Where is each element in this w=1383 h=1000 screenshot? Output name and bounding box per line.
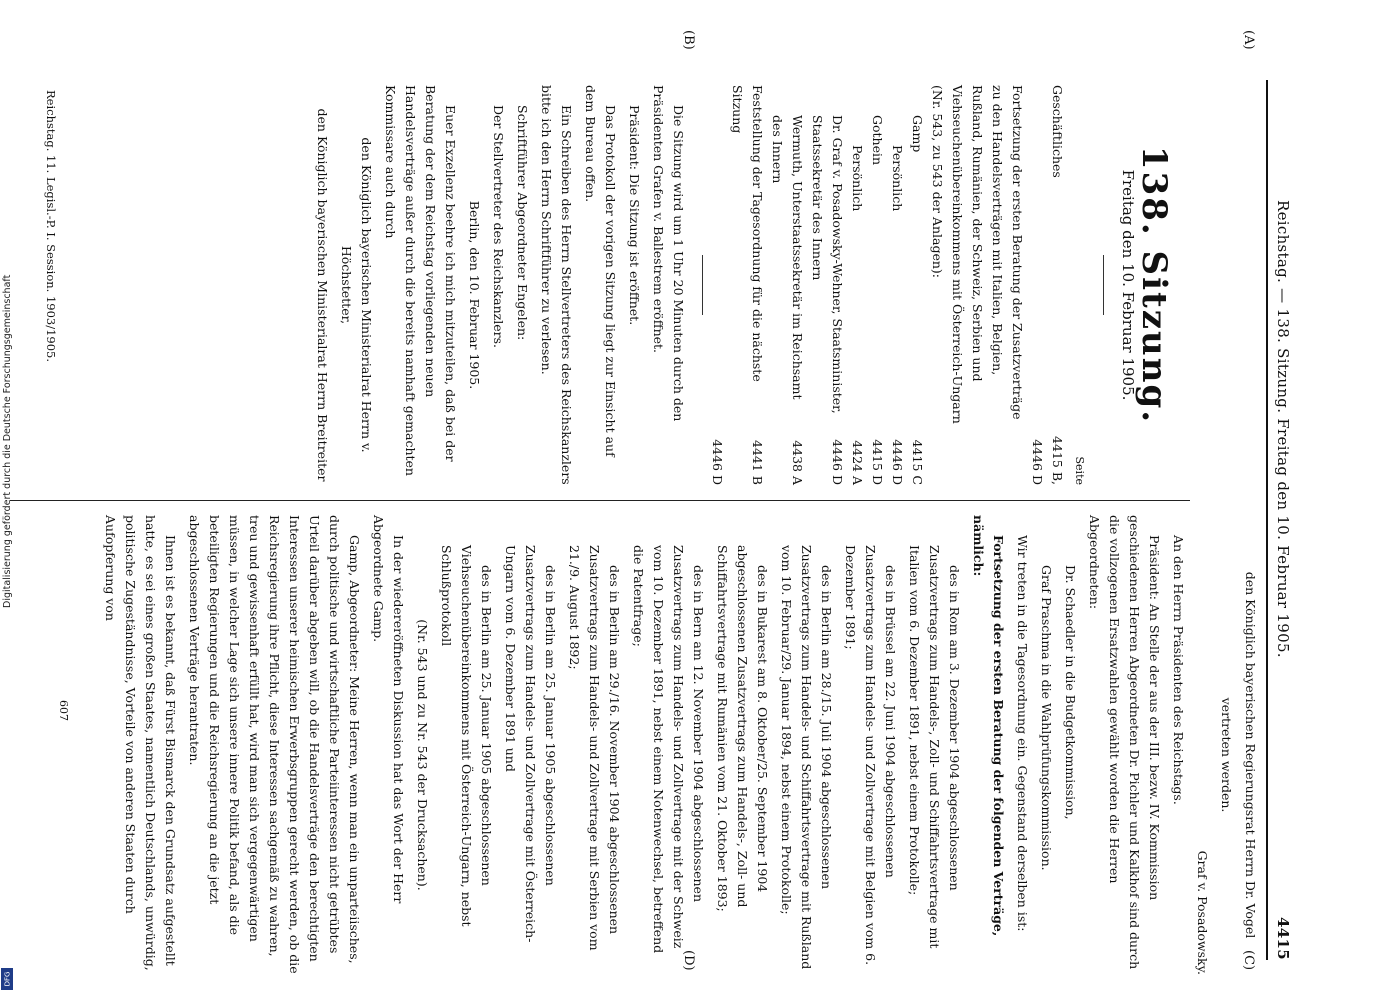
header-rule	[1266, 80, 1268, 960]
session-date: Freitag den 10. Februar 1905.	[1119, 169, 1137, 401]
president-statement: Präsident: Die Sitzung ist eröffnet.	[627, 105, 642, 326]
gamp-speech-1: Gamp, Abgeordneter: Meine Herren, wenn man ein unparteiisches, durch politische und wirtschaftliche Parteiinteressen nicht getrübtes Urteil darüber abgeben will, ob die Handelsverträge den berechtigten Interessen unserer heimischen Erwerbsgruppen gerecht werden, ob die Reichsregierung ihre Pflicht, diese Interessen sachgemäß zu wahren, treu und gewissenhaft erfüllt hat, wird man sich vergegenwärtigen müssen, in welcher Lage sich unsere innere Politik befand, als die beteiligten Regierungen und die Reichsregierung an die jetzt abgeschlossenen Verträge herantraten.	[187, 515, 362, 974]
opening-paragraph: Die Sitzung wird um 1 Uhr 20 Minuten durch den Präsidenten Grafen v. Ballestrem eröffnet.	[651, 85, 686, 422]
footer-signature-number: 607	[57, 700, 70, 721]
commission-member-1: Dr. Schaedler in die Budgetkommission,	[1063, 565, 1078, 820]
floor-given: In der wiedereröffneten Diskussion hat das Wort der Herr Abgeordnete Gamp.	[371, 515, 406, 904]
letter-official-2: den Königlich bayerischen Ministerialrat Herrn Breitreiter	[315, 108, 330, 482]
column-divider	[10, 500, 1190, 501]
treaty-serbia: des in Berlin am 29./16. November 1904 abgeschlossenen Zusatzvertrags zum Handels- und Zollvertrage mit Serbien vom 21./9. August 1892;	[567, 545, 622, 951]
letter-closing: vertreten werden.	[1219, 697, 1234, 813]
commission-member-2: Graf Praschma in die Wahlprüfungskommission.	[1039, 565, 1054, 871]
commission-announcement: Präsident: An Stelle der aus der III. bezw. IV. Kommission geschiedenen Herren Abgeordneten Dr. Pichler und Kalkhof sind durch die vollzogenen Ersatzwahlen gewählt worden die Herren Abgeordneten:	[1087, 515, 1162, 970]
toc-row: 4446 D	[710, 439, 725, 485]
margin-mark-c: (C)	[1241, 950, 1256, 971]
treaty-livestock: des in Berlin am 25. Januar 1905 abgeschlossenen Viehseuchenübereinkommens mit Österreich-Ungarn, nebst Schlußprotokoll	[439, 545, 494, 927]
gamp-speech-2: Ihnen ist es bekannt, daß Fürst Bismarck den Grundsatz aufgestellt hatte, es sei eines großen Staates, namentlich Deutschlands, unwürdig, politische Zugeständnisse, Vorteile von anderen Staaten durch Aufopferung von	[103, 515, 178, 971]
toc-row: Persönlich 4424 A	[850, 145, 865, 485]
margin-mark-a: (A)	[1241, 30, 1256, 50]
left-column	[308, 85, 1260, 485]
toc-row: Wermuth, Unterstaatssekretär im Reichsamt des Innern 4438 A	[770, 115, 805, 485]
toc-row: Gamp 4415 C	[910, 115, 925, 485]
dfg-funding-note: Digitalisierung gefördert durch die Deutsche Forschungsgemeinschaft	[2, 274, 13, 608]
protocol-note: Das Protokoll der vorigen Sitzung liegt zur Einsicht auf dem Bureau offen.	[583, 85, 618, 457]
toc-row: Persönlich 4446 D	[890, 145, 905, 485]
letter-official-1: den Königlich bayerischen Ministerialrat Herrn v. Höchstetter,	[339, 137, 374, 453]
drucksachen-ref: (Nr. 543 und zu Nr. 543 der Drucksachen).	[415, 619, 430, 891]
treaty-italy: des in Rom am 3. Dezember 1904 abgeschlossenen Zusatzvertrags zum Handels-, Zoll- und Schiffahrtsvertrage mit Italien vom 6. Dezember 1891, nebst einem Protokolle;	[907, 545, 962, 949]
footer-legislature: Reichstag. 11. Legisl.-P. I. Session. 1903/1905.	[44, 90, 58, 363]
seite-label: Seite	[1073, 456, 1086, 485]
letter-date: Berlin, den 10. Februar 1905.	[467, 200, 482, 390]
header-title: Reichstag. — 138. Sitzung. Freitag den 10. Februar 1905.	[1274, 200, 1292, 658]
toc-row: Dr. Graf v. Posadowsky-Wehner, Staatsminister, Staatssekretär des Innern 4446 D	[810, 115, 845, 485]
letter-request: Ein Schreiben des Herrn Stellvertreters des Reichskanzlers bitte ich den Herrn Schriftführer zu verlesen.	[539, 85, 574, 485]
toc-row: Geschäftliches 4415 B, 4446 D	[1030, 85, 1065, 485]
treaty-switzerland: des in Bern am 12. November 1904 abgeschlossenen Zusatzvertrags zum Handels- und Zollvertrage mit der Schweiz vom 10. Dezember 1891, nebst einem Notenwechsel, betreffend die Patentfrage;	[631, 545, 706, 954]
treaty-austria: des in Berlin am 25. Januar 1905 abgeschlossenen Zusatzvertrags zum Handels- und Zollvertrage mit Österreich-Ungarn vom 6. Dezember 1891 und	[503, 545, 558, 943]
letter-body: Euer Exzellenz beehre ich mich mitzuteilen, daß bei der Beratung der dem Reichstag vorliegenden neuen Handelsverträge außer durch die bereits namhaft gemachten Kommissare auch durch	[383, 85, 458, 476]
page-number: 4415	[1274, 917, 1292, 960]
treaty-belgium: des in Brüssel am 22. Juni 1904 abgeschlossenen Zusatzvertrags zum Handels- und Zollvertrage mit Belgien vom 6. Dezember 1891;	[843, 545, 898, 966]
session-title: 138. Sitzung.	[1134, 145, 1174, 425]
toc-row: Feststellung der Tagesordnung für die nächste Sitzung 4441 B	[730, 85, 765, 485]
margin-mark-d: (D)	[681, 950, 696, 971]
letter-sender: Der Stellvertreter des Reichskanzlers.	[491, 105, 506, 349]
letter-addressee: An den Herrn Präsidenten des Reichstags.	[1171, 535, 1186, 805]
title-rule	[1103, 255, 1104, 315]
toc-row: Gothein 4415 D	[870, 115, 885, 485]
treaty-russia: des in Berlin am 28./15. Juli 1904 abgeschlossenen Zusatzvertrags zum Handels- und Schiffahrtsvertrage mit Rußland vom 10. Februar/29. Januar 1894, nebst einem Protokolle;	[779, 545, 834, 970]
letter-signature: Graf v. Posadowsky.	[1195, 850, 1210, 975]
margin-mark-b: (B)	[681, 30, 696, 50]
schriftfuehrer-label: Schriftführer Abgeordneter Engelen:	[515, 105, 530, 341]
agenda-intro: Wir treten in die Tagesordnung ein. Gegenstand derselben ist:	[1015, 535, 1030, 932]
right-column	[96, 515, 1260, 975]
agenda-heading: Fortsetzung der ersten Beratung der folgenden Verträge, nämlich:	[971, 515, 1006, 937]
treaty-romania: des in Bukarest am 8. Oktober/25. September 1904 abgeschlossenen Zusatzvertrags zum Handels-, Zoll- und Schiffahrtsvertrage mit Rumänien vom 21. Oktober 1893;	[715, 545, 770, 912]
section-rule	[702, 255, 703, 315]
dfg-logo-icon: DFG	[1, 968, 13, 990]
toc-row: Fortsetzung der ersten Beratung der Zusatzverträge zu den Handelsverträgen mit Italien, Belgien, Rußland, Rumänien, der Schweiz, Serbien und Viehseuchenübereinkommens mit Österreich-Ungarn (Nr. 543, zu 543 der Anlagen):	[930, 85, 1025, 424]
letter-official-3: den Königlich bayerischen Regierungsrat Herrn Dr. Vogel	[1243, 571, 1258, 939]
